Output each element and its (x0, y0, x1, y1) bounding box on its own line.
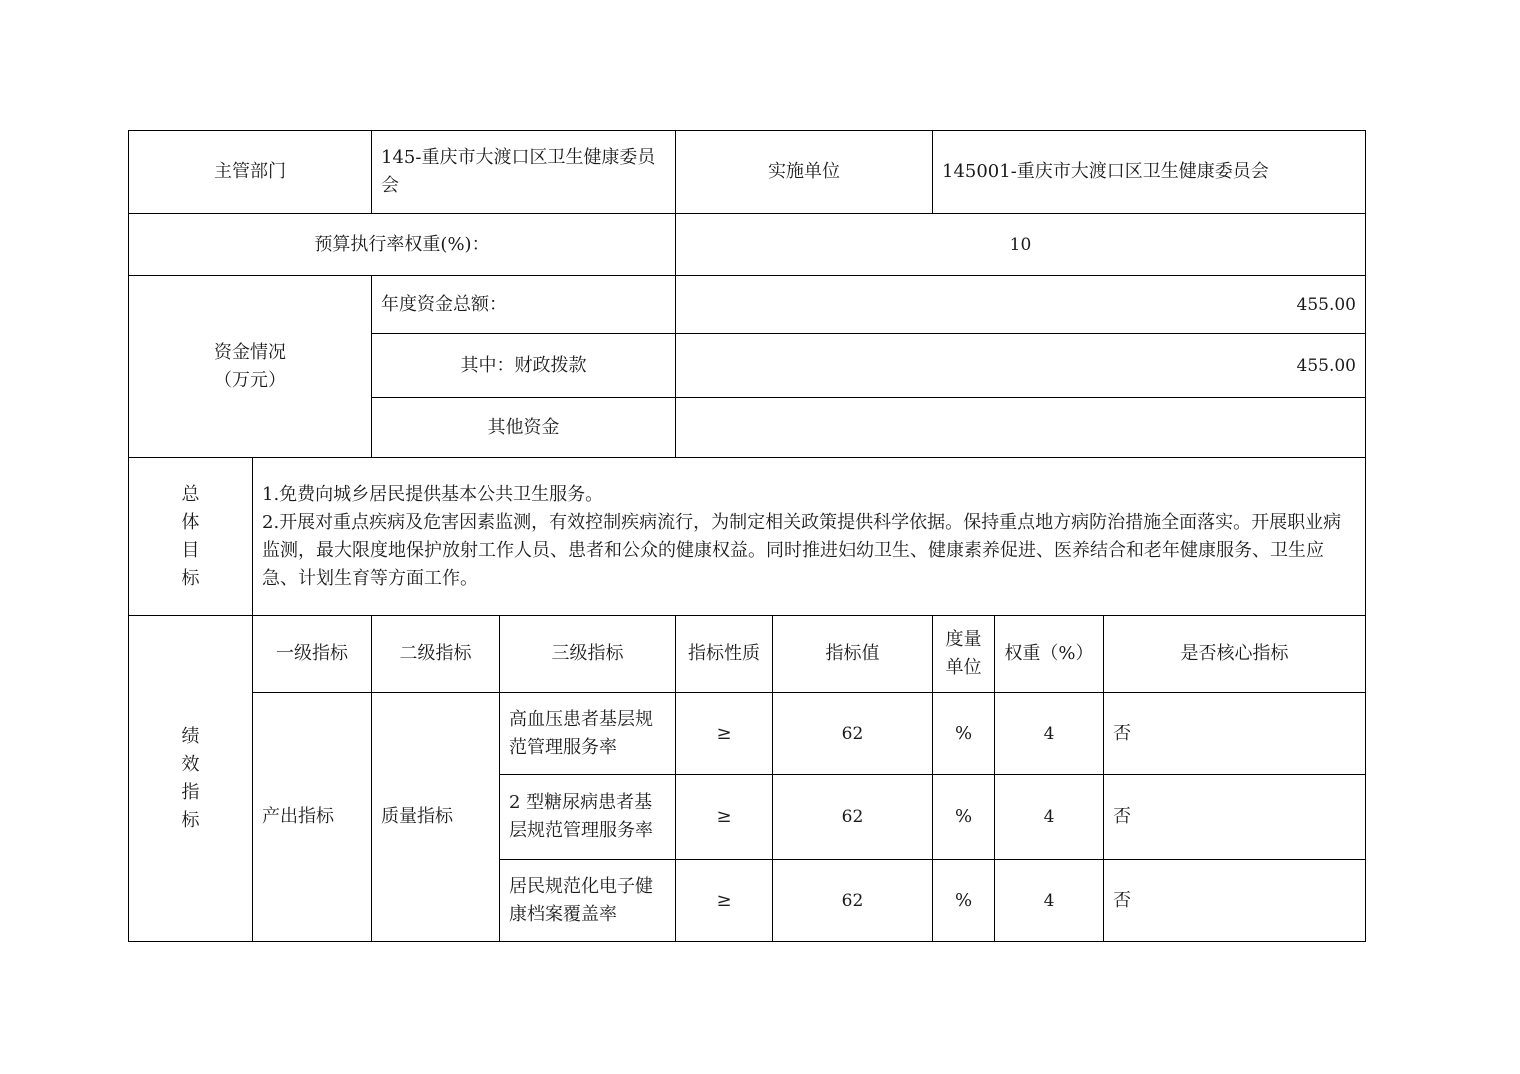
indicators-label: 绩效指标 (181, 725, 200, 831)
indicators-label-cell (129, 616, 253, 942)
goal-row (129, 458, 1366, 616)
unit-label: 实施单位 (676, 131, 933, 214)
header-value: 指标值 (773, 616, 933, 693)
header-level2: 二级指标 (372, 616, 500, 693)
funds-other-value (676, 398, 1366, 458)
row-value: 62 (773, 693, 933, 775)
row-name: 高血压患者基层规范管理服务率 (500, 693, 676, 775)
row-weight: 4 (995, 860, 1104, 942)
funds-label (129, 276, 372, 458)
row-weight: 4 (995, 693, 1104, 775)
goal-label-cell (129, 458, 253, 616)
funds-total-row (129, 276, 1366, 334)
dept-label: 主管部门 (129, 131, 372, 214)
row-core: 否 (1104, 860, 1366, 942)
row-core: 否 (1104, 693, 1366, 775)
goal-text: 1.免费向城乡居民提供基本公共卫生服务。 2.开展对重点疾病及危害因素监测，有效控制疾病流行，为制定相关政策提供科学依据。保持重点地方病防治措施全面落实。开展职业病监测，最大限度地保护放射工作人员、患者和公众的健康权益。同时推进妇幼卫生、健康素养促进、医养结合和老年健康服务、卫生应急、计划生育等方面工作。 (253, 458, 1366, 616)
row-unit: % (933, 693, 995, 775)
table-row (129, 693, 1366, 775)
budget-value: 10 (676, 214, 1366, 276)
row-unit: % (933, 860, 995, 942)
row-nature: ≥ (676, 860, 773, 942)
funds-other-label: 其他资金 (372, 398, 676, 458)
funds-fiscal-label: 其中：财政拨款 (372, 334, 676, 398)
row-weight: 4 (995, 775, 1104, 860)
row-value: 62 (773, 775, 933, 860)
budget-row (129, 214, 1366, 276)
row-unit: % (933, 775, 995, 860)
goal-label: 总体目标 (181, 483, 200, 589)
dept-value: 145-重庆市大渡口区卫生健康委员会 (372, 131, 676, 214)
row-name: 2 型糖尿病患者基层规范管理服务率 (500, 775, 676, 860)
funds-fiscal-value: 455.00 (676, 334, 1366, 398)
budget-label: 预算执行率权重(%)： (129, 214, 676, 276)
header-nature: 指标性质 (676, 616, 773, 693)
indicator-header-row (129, 616, 1366, 693)
level2-value: 质量指标 (372, 693, 500, 942)
funds-label-line1: 资金情况 (214, 341, 286, 363)
unit-value: 145001-重庆市大渡口区卫生健康委员会 (933, 131, 1366, 214)
performance-table (128, 130, 1366, 942)
header-core: 是否核心指标 (1104, 616, 1366, 693)
funds-label-line2: （万元） (214, 369, 286, 391)
row-name: 居民规范化电子健康档案覆盖率 (500, 860, 676, 942)
row-core: 否 (1104, 775, 1366, 860)
funds-total-value: 455.00 (676, 276, 1366, 334)
header-level3: 三级指标 (500, 616, 676, 693)
header-unit: 度量单位 (933, 616, 995, 693)
level1-value: 产出指标 (253, 693, 372, 942)
header-row (129, 131, 1366, 214)
funds-total-label: 年度资金总额： (372, 276, 676, 334)
row-value: 62 (773, 860, 933, 942)
row-nature: ≥ (676, 775, 773, 860)
header-weight: 权重（%） (995, 616, 1104, 693)
header-level1: 一级指标 (253, 616, 372, 693)
row-nature: ≥ (676, 693, 773, 775)
